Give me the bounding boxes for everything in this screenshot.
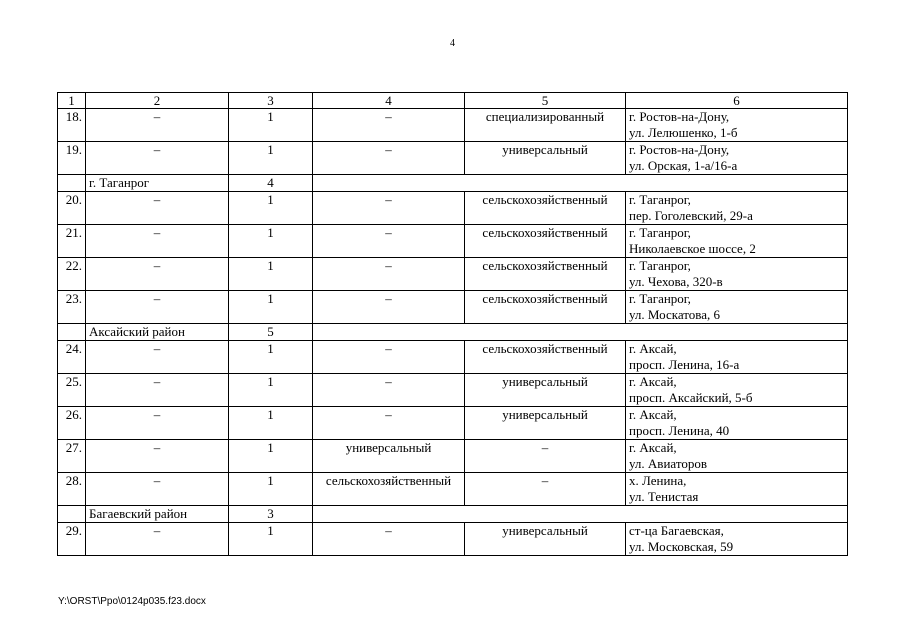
cell-col5: универсальный — [465, 407, 626, 440]
address-line-1: г. Ростов-на-Дону, — [629, 142, 730, 157]
header-cell: 4 — [313, 93, 465, 109]
table-row — [58, 109, 848, 142]
address-line-2: ул. Тенистая — [629, 489, 699, 504]
address-line-1: г. Аксай, — [629, 374, 677, 389]
address-line-1: ст-ца Багаевская, — [629, 523, 724, 538]
address-line-2: просп. Аксайский, 5-б — [629, 390, 753, 405]
empty-cell — [58, 175, 86, 192]
address-line-2: ул. Авиаторов — [629, 456, 707, 471]
table-row — [58, 341, 848, 374]
cell-col3: 1 — [229, 109, 313, 142]
address-cell — [626, 523, 848, 556]
address-line-1: г. Ростов-на-Дону, — [629, 109, 730, 124]
cell-col3: 1 — [229, 523, 313, 556]
cell-col5: сельскохозяйственный — [465, 225, 626, 258]
row-number: 24. — [58, 341, 86, 374]
table-row — [58, 523, 848, 556]
address-cell — [626, 192, 848, 225]
header-cell: 1 — [58, 93, 86, 109]
cell-col2: – — [86, 109, 229, 142]
section-count: 4 — [229, 175, 313, 192]
header-cell: 3 — [229, 93, 313, 109]
address-line-2: просп. Ленина, 16-а — [629, 357, 740, 372]
cell-col4: – — [313, 225, 465, 258]
section-name: г. Таганрог — [86, 175, 229, 192]
address-cell — [626, 374, 848, 407]
address-cell — [626, 258, 848, 291]
cell-col3: 1 — [229, 341, 313, 374]
row-number: 19. — [58, 142, 86, 175]
cell-col4: – — [313, 109, 465, 142]
cell-col3: 1 — [229, 192, 313, 225]
address-cell — [626, 440, 848, 473]
cell-col2: – — [86, 407, 229, 440]
table-row — [58, 374, 848, 407]
address-line-1: х. Ленина, — [629, 473, 687, 488]
cell-col2: – — [86, 523, 229, 556]
address-line-1: г. Аксай, — [629, 440, 677, 455]
cell-col3: 1 — [229, 374, 313, 407]
cell-col2: – — [86, 473, 229, 506]
address-cell — [626, 407, 848, 440]
cell-col2: – — [86, 192, 229, 225]
row-number: 23. — [58, 291, 86, 324]
address-line-2: просп. Ленина, 40 — [629, 423, 730, 438]
file-path-footer: Y:\ORST\Ppo\0124p035.f23.docx — [58, 596, 206, 607]
header-cell: 6 — [626, 93, 848, 109]
cell-col3: 1 — [229, 291, 313, 324]
cell-col5: сельскохозяйственный — [465, 341, 626, 374]
cell-col2: – — [86, 440, 229, 473]
table-row — [58, 291, 848, 324]
cell-col5: сельскохозяйственный — [465, 192, 626, 225]
cell-col2: – — [86, 291, 229, 324]
address-line-2: пер. Гоголевский, 29-а — [629, 208, 753, 223]
address-line-2: ул. Московская, 59 — [629, 539, 734, 554]
cell-col5: универсальный — [465, 142, 626, 175]
cell-col4: – — [313, 374, 465, 407]
cell-col3: 1 — [229, 142, 313, 175]
row-number: 29. — [58, 523, 86, 556]
empty-cell — [313, 175, 848, 192]
address-cell — [626, 142, 848, 175]
cell-col5: специализированный — [465, 109, 626, 142]
table-row — [58, 440, 848, 473]
section-name: Аксайский район — [86, 324, 229, 341]
cell-col3: 1 — [229, 225, 313, 258]
address-cell — [626, 109, 848, 142]
row-number: 21. — [58, 225, 86, 258]
row-number: 18. — [58, 109, 86, 142]
address-cell — [626, 341, 848, 374]
cell-col4: – — [313, 142, 465, 175]
cell-col2: – — [86, 258, 229, 291]
table-row — [58, 142, 848, 175]
cell-col2: – — [86, 341, 229, 374]
address-line-2: ул. Москатова, 6 — [629, 307, 721, 322]
address-line-1: г. Таганрог, — [629, 291, 691, 306]
empty-cell — [58, 506, 86, 523]
address-line-1: г. Таганрог, — [629, 225, 691, 240]
page-number: 4 — [450, 38, 455, 49]
header-cell: 2 — [86, 93, 229, 109]
cell-col4: универсальный — [313, 440, 465, 473]
cell-col5: – — [465, 440, 626, 473]
table-row — [58, 258, 848, 291]
cell-col4: – — [313, 258, 465, 291]
row-number: 25. — [58, 374, 86, 407]
row-number: 26. — [58, 407, 86, 440]
address-line-1: г. Аксай, — [629, 407, 677, 422]
address-line-2: ул. Лелюшенко, 1-б — [629, 125, 738, 140]
cell-col2: – — [86, 374, 229, 407]
cell-col2: – — [86, 225, 229, 258]
section-count: 5 — [229, 324, 313, 341]
cell-col5: – — [465, 473, 626, 506]
address-line-1: г. Таганрог, — [629, 258, 691, 273]
cell-col4: – — [313, 192, 465, 225]
cell-col5: универсальный — [465, 523, 626, 556]
cell-col4: – — [313, 523, 465, 556]
row-number: 20. — [58, 192, 86, 225]
empty-cell — [58, 324, 86, 341]
row-number: 28. — [58, 473, 86, 506]
cell-col3: 1 — [229, 258, 313, 291]
address-cell — [626, 291, 848, 324]
section-name: Багаевский район — [86, 506, 229, 523]
cell-col5: сельскохозяйственный — [465, 258, 626, 291]
table-row — [58, 473, 848, 506]
cell-col3: 1 — [229, 407, 313, 440]
cell-col3: 1 — [229, 440, 313, 473]
section-row — [58, 506, 848, 523]
section-count: 3 — [229, 506, 313, 523]
cell-col5: сельскохозяйственный — [465, 291, 626, 324]
address-line-2: Николаевское шоссе, 2 — [629, 241, 756, 256]
header-row — [58, 93, 848, 109]
address-cell — [626, 473, 848, 506]
empty-cell — [313, 324, 848, 341]
section-row — [58, 175, 848, 192]
cell-col3: 1 — [229, 473, 313, 506]
table-row — [58, 225, 848, 258]
address-line-2: ул. Чехова, 320-в — [629, 274, 723, 289]
cell-col5: универсальный — [465, 374, 626, 407]
row-number: 22. — [58, 258, 86, 291]
address-cell — [626, 225, 848, 258]
cell-col2: – — [86, 142, 229, 175]
address-line-1: г. Таганрог, — [629, 192, 691, 207]
address-line-1: г. Аксай, — [629, 341, 677, 356]
header-cell: 5 — [465, 93, 626, 109]
cell-col4: сельскохозяйственный — [313, 473, 465, 506]
cell-col4: – — [313, 291, 465, 324]
section-row — [58, 324, 848, 341]
cell-col4: – — [313, 407, 465, 440]
markets-table — [57, 92, 848, 556]
table-row — [58, 192, 848, 225]
table-row — [58, 407, 848, 440]
cell-col4: – — [313, 341, 465, 374]
row-number: 27. — [58, 440, 86, 473]
address-line-2: ул. Орская, 1-а/16-а — [629, 158, 738, 173]
empty-cell — [313, 506, 848, 523]
